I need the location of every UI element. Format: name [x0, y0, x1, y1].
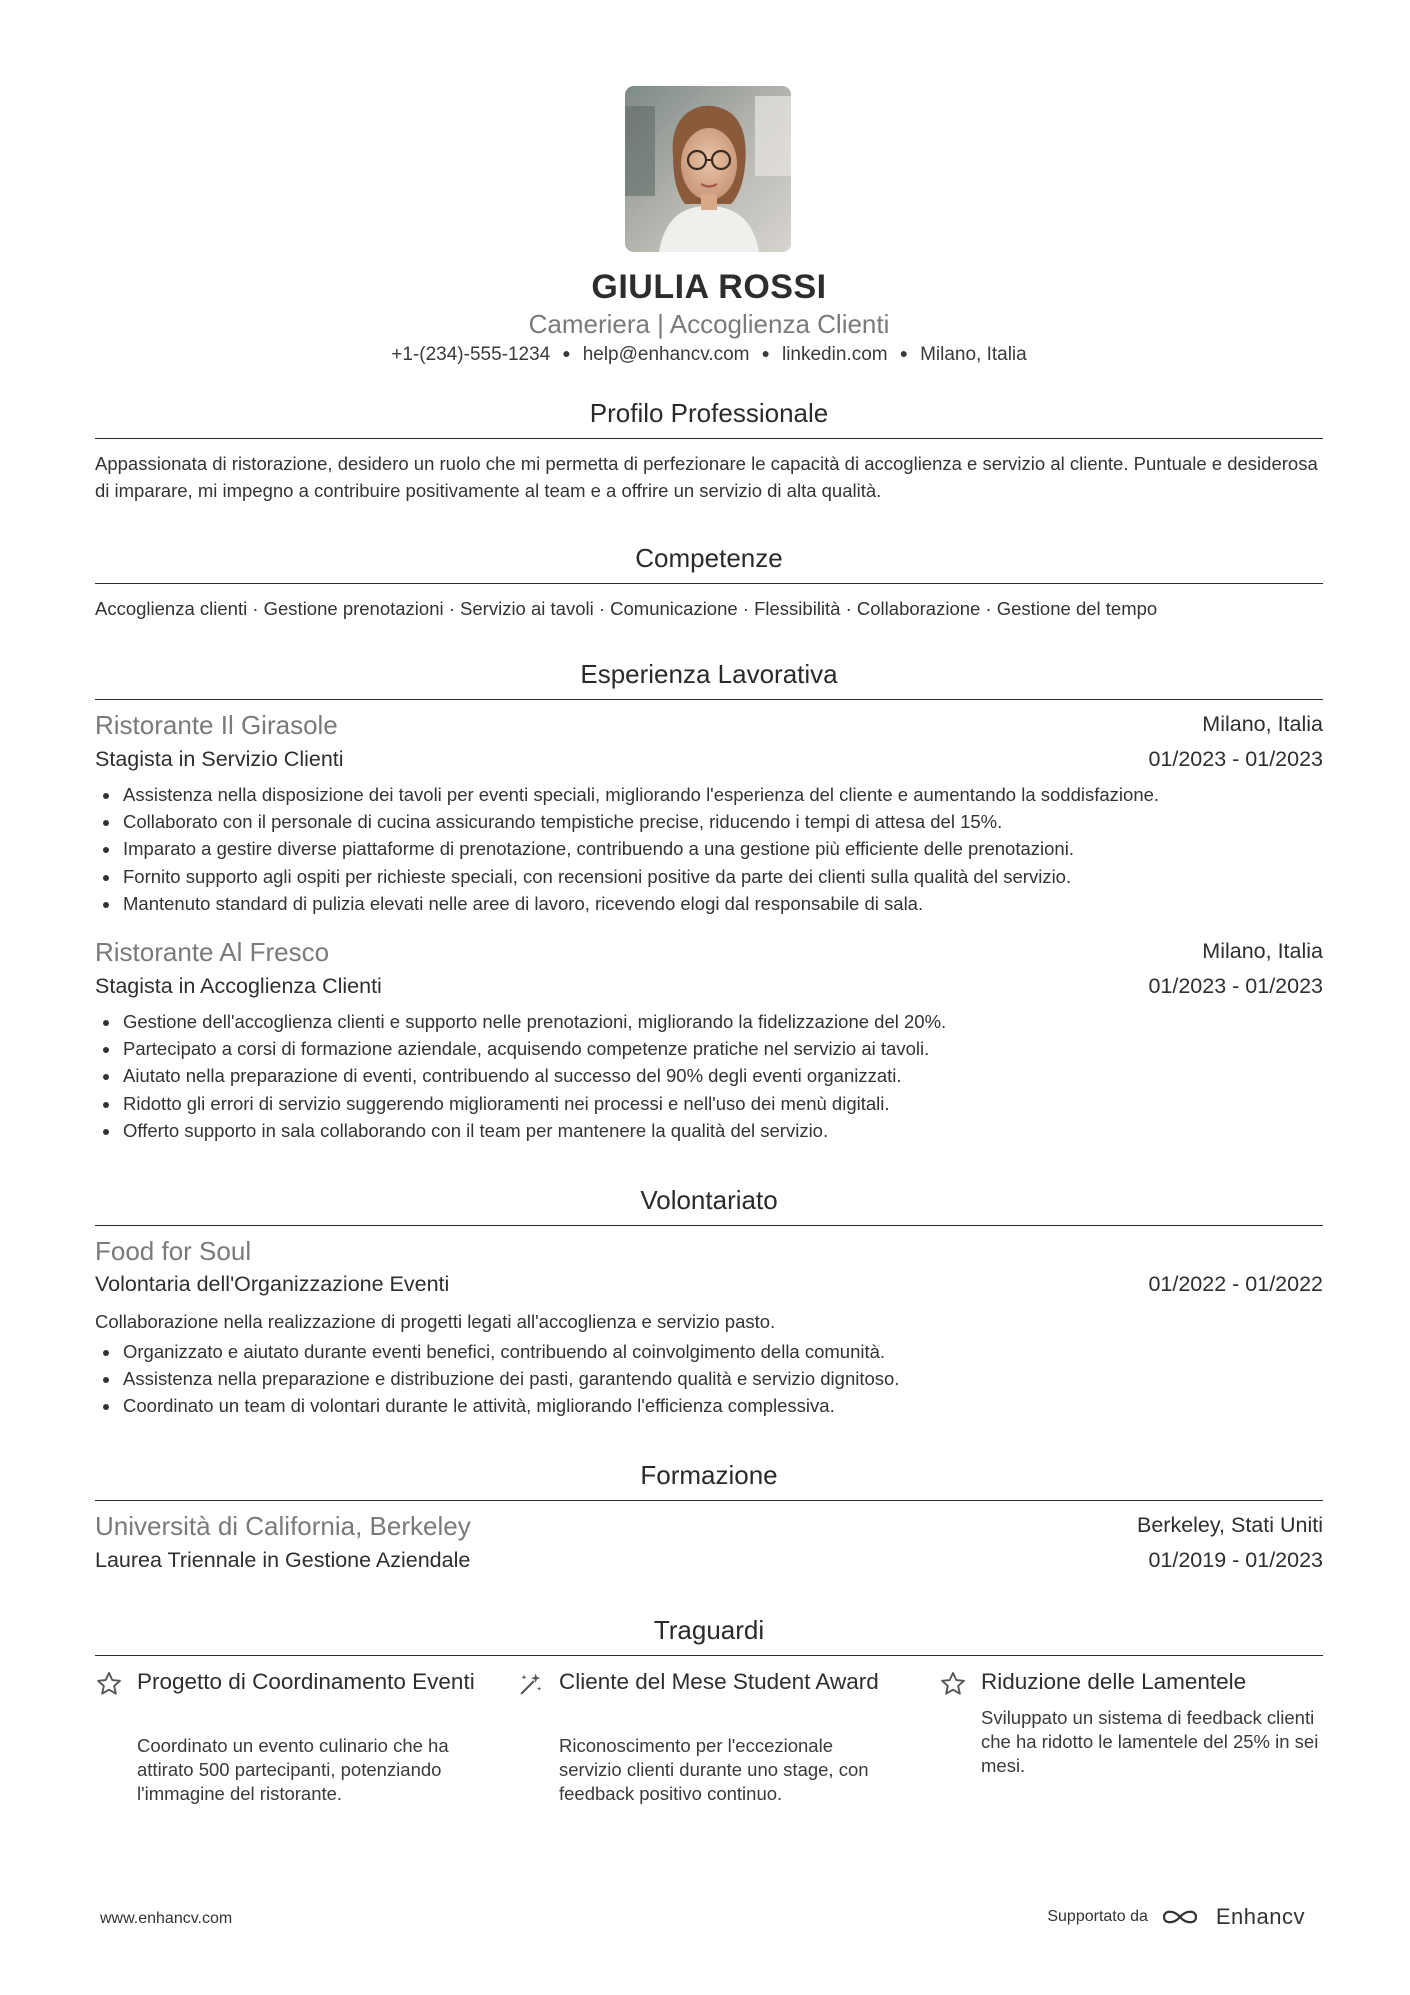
linkedin-link[interactable]: linkedin.com	[781, 344, 888, 365]
volunteer-section-title: Volontariato	[640, 1185, 778, 1215]
separator-dot: ●	[562, 345, 571, 361]
star-icon	[939, 1670, 967, 1698]
list-item: Gestione dell'accoglienza clienti e supporto nelle prenotazioni, migliorando la fidelizzazione del 20%.	[95, 1008, 1323, 1035]
achievement-description: Riconoscimento per l'eccezionale servizio clienti durante uno stage, con feedback positivo continuo.	[559, 1735, 869, 1804]
job-location: Milano, Italia	[1202, 712, 1323, 736]
section-divider	[95, 1225, 1323, 1226]
section-divider	[95, 583, 1323, 584]
list-item: Ridotto gli errori di servizio suggerendo miglioramenti nei processi e nell'uso dei menù digitali.	[95, 1090, 1323, 1117]
portrait-image	[625, 86, 791, 252]
education-degree: Laurea Triennale in Gestione Aziendale	[95, 1548, 471, 1572]
separator-dot: ●	[899, 345, 909, 361]
achievement-description: Sviluppato un sistema di feedback clienti che ha ridotto le lamentele del 25% in sei mesi.	[981, 1707, 1319, 1776]
candidate-headline: Cameriera | Accoglienza Clienti	[528, 309, 890, 339]
list-item: Coordinato un team di volontari durante le attività, migliorando l'efficienza complessiva.	[95, 1392, 1323, 1419]
list-item: Fornito supporto agli ospiti per richieste speciali, con recensioni positive da parte dei clienti sulla qualità del servizio.	[95, 863, 1323, 890]
achievement-title: Progetto di Coordinamento Eventi	[137, 1669, 475, 1694]
education-dates: 01/2019 - 01/2023	[1148, 1548, 1323, 1572]
phone-text: +1-(234)-555-1234	[391, 344, 551, 365]
achievement-item	[517, 1668, 907, 1828]
list-item: Organizzato e aiutato durante eventi benefici, contribuendo al coinvolgimento della comunità.	[95, 1338, 1323, 1365]
achievement-description: Coordinato un evento culinario che ha attirato 500 partecipanti, potenziando l'immagine del ristorante.	[137, 1735, 449, 1804]
powered-by-label: Supportato da	[1047, 1908, 1148, 1925]
job-dates: 01/2023 - 01/2023	[1148, 974, 1323, 998]
separator-dot: ●	[761, 345, 770, 361]
skills-list: Accoglienza clienti · Gestione prenotazioni · Servizio ai tavoli · Comunicazione · Flessibilità · Collaborazione · Gestione del tempo	[95, 598, 1158, 619]
experience-section-title: Esperienza Lavorativa	[580, 659, 838, 689]
list-item: Imparato a gestire diverse piattaforme di prenotazione, contribuendo a una gestione più efficiente delle prenotazioni.	[95, 835, 1323, 862]
volunteer-bullets	[95, 1338, 1323, 1420]
enhancv-logo-icon	[1160, 1905, 1208, 1929]
brand-name: Enhancv	[1215, 1904, 1305, 1929]
job-company: Ristorante Al Fresco	[95, 937, 330, 967]
candidate-name: GIULIA ROSSI	[591, 268, 827, 306]
volunteer-dates: 01/2022 - 01/2022	[1148, 1272, 1323, 1296]
job-role: Stagista in Servizio Clienti	[95, 747, 344, 771]
education-school: Università di California, Berkeley	[95, 1511, 471, 1541]
job-bullets	[95, 1008, 1323, 1144]
achievement-item	[939, 1668, 1329, 1828]
contact-info	[95, 344, 1323, 366]
profile-photo	[625, 86, 791, 252]
email-link[interactable]: help@enhancv.com	[582, 344, 750, 365]
section-divider	[95, 1655, 1323, 1656]
list-item: Assistenza nella preparazione e distribuzione dei pasti, garantendo qualità e servizio dignitoso.	[95, 1365, 1323, 1392]
star-icon	[95, 1670, 123, 1698]
footer-website-link[interactable]: www.enhancv.com	[100, 1910, 233, 1927]
job-location: Milano, Italia	[1202, 939, 1323, 963]
list-item: Partecipato a corsi di formazione aziendale, acquisendo competenze pratiche nel servizio ai tavoli.	[95, 1035, 1323, 1062]
job-bullets	[95, 781, 1323, 917]
profile-section-title: Profilo Professionale	[589, 398, 829, 428]
education-section-title: Formazione	[640, 1460, 778, 1490]
job-dates: 01/2023 - 01/2023	[1148, 747, 1323, 771]
list-item: Offerto supporto in sala collaborando con il team per mantenere la qualità del servizio.	[95, 1117, 1323, 1144]
job-role: Stagista in Accoglienza Clienti	[95, 974, 382, 998]
achievement-title: Cliente del Mese Student Award	[559, 1669, 879, 1694]
list-item: Assistenza nella disposizione dei tavoli per eventi speciali, migliorando l'esperienza del cliente e aumentando la soddisfazione.	[95, 781, 1323, 808]
footer-branding[interactable]	[1047, 1902, 1305, 1932]
achievement-title: Riduzione delle Lamentele	[981, 1669, 1247, 1694]
volunteer-role: Volontaria dell'Organizzazione Eventi	[95, 1272, 450, 1296]
section-divider	[95, 438, 1323, 439]
education-location: Berkeley, Stati Uniti	[1136, 1513, 1323, 1537]
list-item: Aiutato nella preparazione di eventi, contribuendo al successo del 90% degli eventi organizzati.	[95, 1062, 1323, 1089]
location-text: Milano, Italia	[920, 344, 1027, 365]
achievement-item	[95, 1668, 485, 1828]
profile-summary: Appassionata di ristorazione, desidero un ruolo che mi permetta di perfezionare le capacità di accoglienza e servizio al cliente. Puntuale e desiderosa di imparare, mi impegno a contribuire positivamente al team e a offrire un servizio di alta qualità.	[95, 453, 1318, 501]
volunteer-description: Collaborazione nella realizzazione di progetti legati all'accoglienza e servizio pasto.	[95, 1311, 776, 1332]
magic-wand-icon	[517, 1670, 545, 1698]
volunteer-org: Food for Soul	[95, 1236, 252, 1266]
skills-section-title: Competenze	[635, 543, 783, 573]
job-company: Ristorante Il Girasole	[95, 710, 338, 740]
achievements-section-title: Traguardi	[653, 1615, 765, 1645]
list-item: Mantenuto standard di pulizia elevati nelle aree di lavoro, ricevendo elogi dal responsabile di sala.	[95, 890, 1323, 917]
list-item: Collaborato con il personale di cucina assicurando tempistiche precise, riducendo i tempi di attesa del 15%.	[95, 808, 1323, 835]
section-divider	[95, 1500, 1323, 1501]
section-divider	[95, 699, 1323, 700]
